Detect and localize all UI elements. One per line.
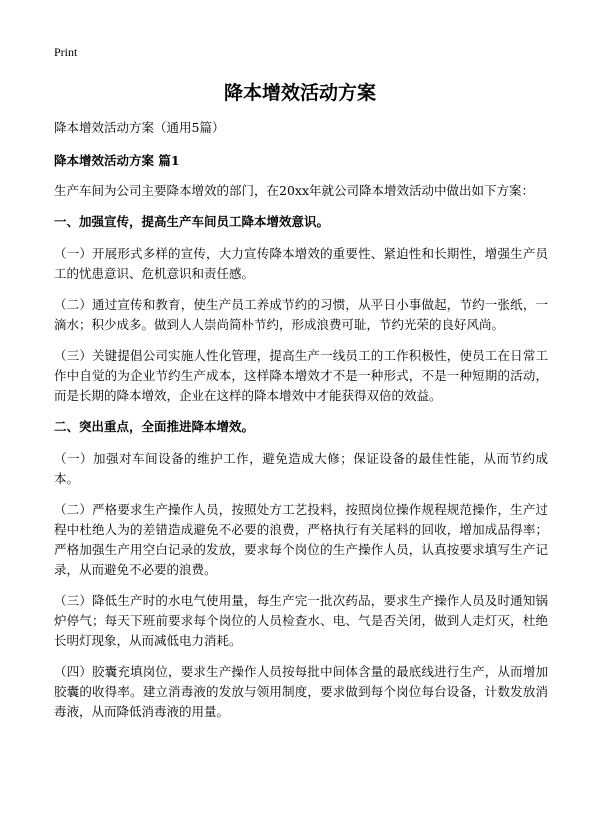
paragraph: （一）加强对车间设备的维护工作，避免造成大修；保证设备的最佳性能，从而节约成本。 [54, 451, 548, 486]
intro-paragraph: 生产车间为公司主要降本增效的部门，在20xx年就公司降本增效活动中做出如下方案： [54, 183, 535, 198]
paragraph: （二）严格要求生产操作人员，按照处方工艺投料，按照岗位操作规程规范操作，生产过程中杜绝人为的差错造成避免不必要的浪费，严格执行有关尾料的回收，增加成品得率；严格加强生产用空白记录的发放，要求每个岗位的生产操作人员，认真按要求填写生产记录，从而避免不必要的浪费。 [54, 502, 548, 577]
print-label: Print [54, 45, 78, 59]
paragraph: （四）胶囊充填岗位，要求生产操作人员按每批中间体含量的最底线进行生产，从而增加胶囊的收得率。建立消毒液的发放与领用制度，要求做到每个岗位每台设备，计数发放消毒液，从而降低消毒液的用量。 [54, 664, 548, 719]
section-heading: 二、突出重点，全面推进降本增效。 [54, 419, 255, 434]
paragraph: （三）降低生产时的水电气使用量，每生产完一批次药品，要求生产操作人员及时通知锅炉停气；每天下班前要求每个岗位的人员检查水、电、气是否关闭，做到人走灯灭，杜绝长明灯现象，从而减低电力消耗。 [54, 593, 548, 648]
document-title: 降本增效活动方案 [223, 82, 376, 104]
document-body [54, 118, 548, 733]
paragraph: （二）通过宣传和教育，使生产员工养成节约的习惯，从平日小事做起，节约一张纸，一滴水；积少成多。做到人人崇尚简朴节约，形成浪费可耻，节约光荣的良好风尚。 [54, 297, 548, 332]
paragraph: （一）开展形式多样的宣传，大力宣传降本增效的重要性、紧迫性和长期性，增强生产员工的忧患意识、危机意识和责任感。 [54, 246, 548, 281]
paragraph: （三）关键提倡公司实施人性化管理，提高生产一线员工的工作积极性，使员工在日常工作中自觉的为企业节约生产成本，这样降本增效才不是一种形式，不是一种短期的活动，而是长期的降本增效，企业在这样的降本增效中才能获得双倍的效益。 [54, 348, 548, 403]
document-subtitle: 降本增效活动方案（通用5篇） [54, 120, 225, 135]
article-title: 降本增效活动方案 篇1 [54, 153, 180, 168]
section-heading: 一、加强宣传，提高生产车间员工降本增效意识。 [54, 214, 330, 229]
